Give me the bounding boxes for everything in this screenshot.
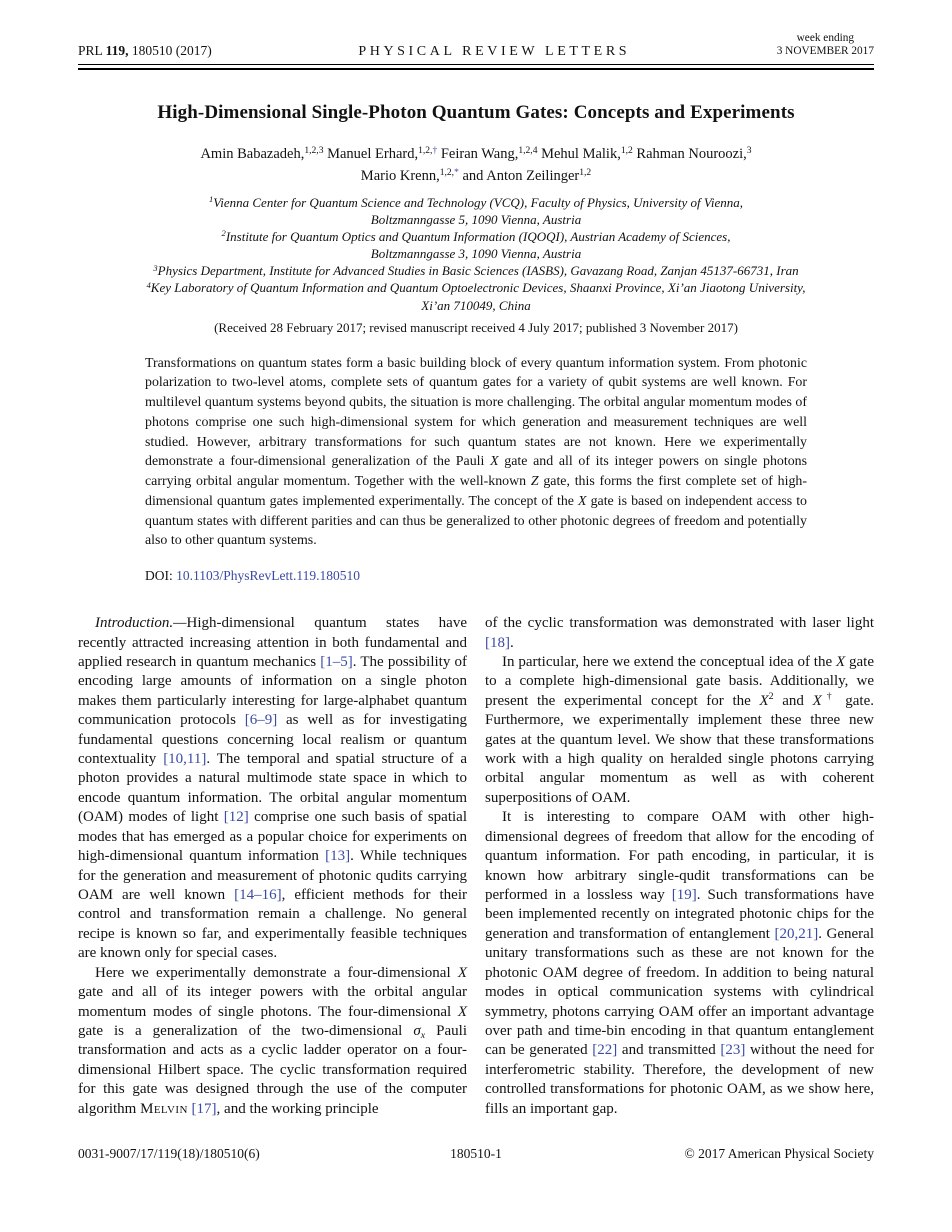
author-note-link[interactable]: † [432, 144, 438, 156]
issue-date: 3 NOVEMBER 2017 [776, 45, 874, 58]
page-number: 180510-1 [450, 1146, 502, 1161]
citation-link[interactable]: [12] [223, 809, 249, 826]
paragraph-introduction: Introduction.—High-dimensional quantum states have recently attracted increasing attention in both fundamental and applied research in quantum mechanics [1–5]. The possibility of encoding large amounts of information on a single photon makes them particularly interesting for large-alphabet quantum communication protocols [6–9] as well as for investigating fundamental questions concerning local realism or quantum contextuality [10,11]. The temporal and spatial structure of a photon provides a natural multimode state space in which to encode quantum information. The orbital angular momentum (OAM) modes of light [12] comprise one such basis of spatial modes that has emerged as a popular choice for experiments on high-dimensional quantum information [13]. While techniques for the generation and measurement of photonic qudits carrying OAM are well known [14–16], efficient methods for their control and transformation remain a challenge. No general recipe is known so far, and experimentally feasible techniques are known only for special cases. [78, 615, 468, 962]
doi-line [145, 568, 807, 584]
affiliations [78, 194, 874, 314]
citation-link[interactable]: [1–5] [320, 653, 353, 670]
citation-link[interactable]: [17] [191, 1100, 217, 1117]
citation-link[interactable]: [10,11] [163, 751, 207, 768]
article-body [78, 614, 874, 1119]
paragraph: In particular, here we extend the conceptual idea of the X gate to a complete high-dimensional gate basis. Additionally, we present the experimental concept for the $X^2$ and X† gate. Furthermore, we experimentally implement these three new gates at the quantum level. We show that these transformations work with a high quality on heralded single photons carrying orbital angular momentum as well as with coherent superpositions of OAM. [485, 653, 874, 806]
paragraph: It is interesting to compare OAM with other high-dimensional degrees of freedom that allow for the encoding of quantum information. For path encoding, in particular, it is known how arbitrary single-qudit transformations can be performed in a lossless way [19]. Such transformations have been implemented recently on integrated photonic chips for the generation and transformation of entanglement [20,21]. General unitary transformations such as these are not known for the photonic OAM degree of freedom. In addition to being natural modes in optical communication systems with cylindrical symmetry, photons carrying OAM offer an important advantage over path and time-bin encoding in that quantum entanglement can be generated [22] and transmitted [23] without the need for interferometric stability. Therefore, the development of new controlled transformations for photonic OAM, as we show here, fills an important gap. [485, 809, 874, 1117]
authors-line-2: Mario Krenn,$^{1,2,*}$ and Anton Zeilinger$^{1,2}$ [360, 166, 592, 184]
left-column [78, 614, 467, 1119]
citation-link[interactable]: [6–9] [244, 712, 278, 729]
affiliation-line: Boltzmanngasse 3, 1090 Vienna, Austria [370, 246, 582, 262]
received-dates: (Received 28 February 2017; revised manuscript received 4 July 2017; published 3 November 2017) [214, 319, 738, 335]
affiliation-line: $^4$Key Laboratory of Quantum Information and Quantum Optoelectronic Devices, Shaanxi Province, Xi’an Jiaotong University, [146, 279, 806, 296]
citation-link[interactable]: [20,21] [774, 925, 819, 942]
affiliation-line: Boltzmanngasse 5, 1090 Vienna, Austria [370, 211, 582, 227]
right-column [485, 614, 874, 1119]
citation-link[interactable]: [23] [720, 1042, 746, 1059]
citation-link[interactable]: [18] [485, 634, 510, 651]
journal-name: PHYSICAL REVIEW LETTERS [358, 43, 631, 59]
issn-code: 0031-9007/17/119(18)/180510(6) [78, 1146, 260, 1161]
authors-line-1: Amin Babazadeh,$^{1,2,3}$ Manuel Erhard,$^{1,2,\dagger}$ Feiran Wang,$^{1,2,4}$ Mehul Malik,$^{1,2}$ Rahman Nouroozi,$^3$ [200, 144, 752, 163]
doi-label: DOI: [145, 568, 177, 584]
affiliation-line: $^3$Physics Department, Institute for Advanced Studies in Basic Sciences (IASBS), Gavazang Road, Zanjan 45137-66731, Iran [153, 262, 799, 279]
paragraph: Here we experimentally demonstrate a four-dimensional X gate and all of its integer powers with the orbital angular momentum modes of single photons. The four-dimensional X gate is a generalization of the two-dimensional σx Pauli transformation and acts as a cyclic ladder operator on a four-dimensional Hilbert space. The cyclic transformation required for this gate was designed through the use of the computer algorithm Melvin [17], and the working principle [78, 964, 467, 1117]
author-list [78, 144, 874, 188]
page-footer [78, 1146, 874, 1162]
citation-link[interactable]: [19] [671, 887, 697, 903]
header-double-rule [78, 64, 874, 71]
affiliation-line: $^2$Institute for Quantum Optics and Quantum Information (IQOQI), Austrian Academy of Sciences, [221, 228, 731, 244]
abstract: Transformations on quantum states form a basic building block of every quantum information system. From photonic polarization to two-level atoms, complete sets of quantum gates for a variety of qubit systems are well known. For multilevel quantum systems beyond qubits, the situation is more challenging. The orbital angular momentum modes of photons comprise one such high-dimensional system for which generation and measurement techniques are well studied. However, arbitrary transformations for such quantum states are not known. Here we experimentally demonstrate a four-dimensional generalization of the Pauli X gate and all of its integer powers on single photons carrying orbital angular momentum. Together with the well-known Z gate, this forms the first complete set of high-dimensional quantum gates implemented experimentally. The concept of the X gate is based on independent access to quantum states with different parities and can thus be generalized to other photonic degrees of freedom and potentially also to other quantum systems. [145, 355, 808, 549]
week-ending-label: week ending [796, 32, 855, 44]
affiliation-line: Xi’an 710049, China [421, 297, 531, 313]
author-note-link[interactable]: * [454, 166, 459, 178]
citation-link[interactable]: [22] [592, 1042, 618, 1059]
page-header [78, 32, 874, 59]
journal-reference: PRL 119, 180510 (2017) [78, 42, 212, 58]
copyright: © 2017 American Physical Society [684, 1146, 874, 1161]
issue-date-block [777, 32, 874, 59]
article-title: High-Dimensional Single-Photon Quantum Gates: Concepts and Experiments [157, 102, 795, 124]
doi-link[interactable]: 10.1103/PhysRevLett.119.180510 [176, 568, 360, 584]
citation-link[interactable]: [14–16] [234, 887, 282, 903]
affiliation-line: $^1$Vienna Center for Quantum Science and Technology (VCQ), Faculty of Physics, University of Vienna, [208, 193, 744, 210]
paragraph-continuation: of the cyclic transformation was demonstrated with laser light [18]. [485, 615, 874, 651]
citation-link[interactable]: [13] [325, 848, 351, 865]
